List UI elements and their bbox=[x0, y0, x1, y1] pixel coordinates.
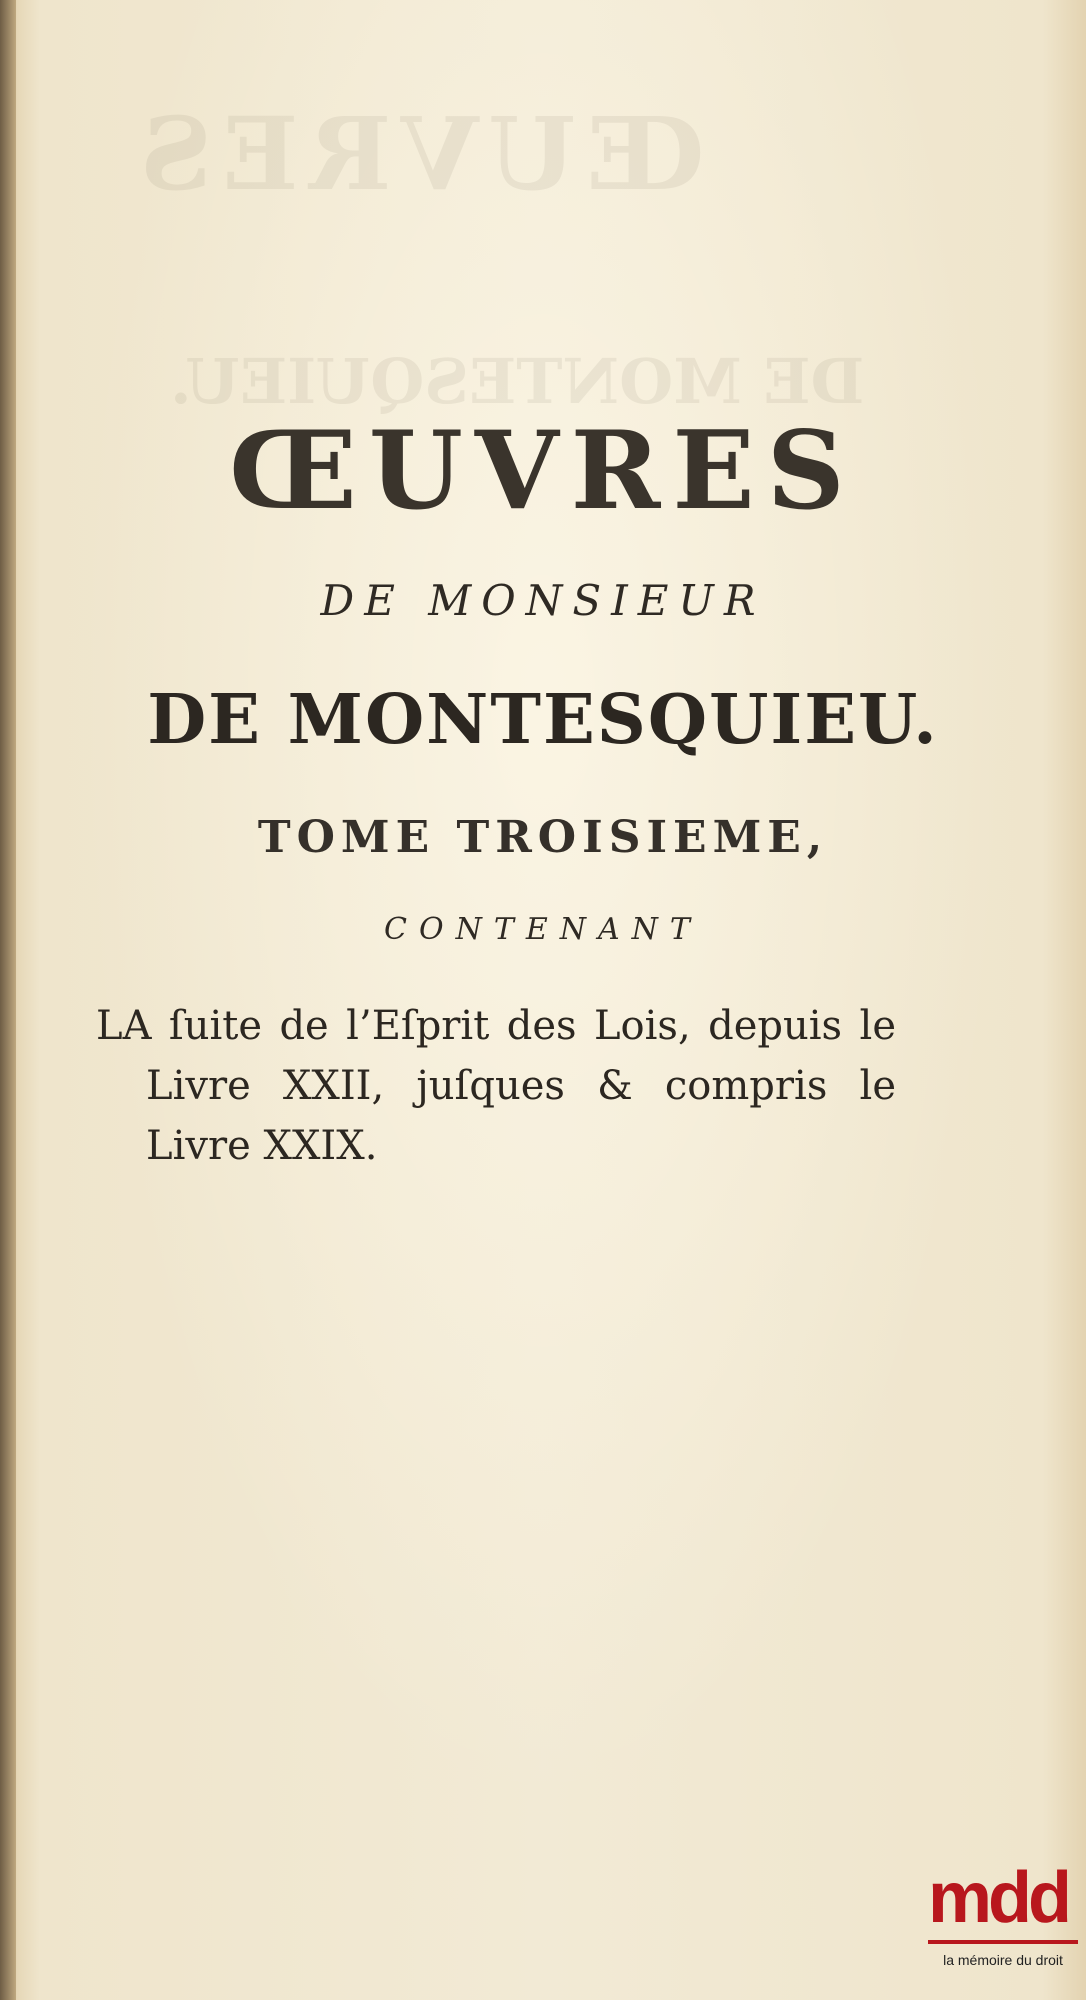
mdd-logo bbox=[928, 1858, 1078, 1992]
description-line-1: LA ſuite de l’Eſprit des Lois, depuis le bbox=[96, 1003, 896, 1049]
contents-label: CONTENANT bbox=[384, 912, 702, 947]
mdd-logo-mark: mdd bbox=[928, 1858, 1068, 1938]
author-name: DE MONTESQUIEU. bbox=[147, 680, 939, 760]
logo-tagline: la mémoire du droit bbox=[943, 1952, 1063, 1968]
show-through-title: ŒUVRES bbox=[130, 95, 705, 213]
binding-gutter bbox=[0, 0, 16, 2000]
description-line-3: Livre XXIX. bbox=[146, 1123, 378, 1169]
description-line-2: Livre XXII, juſques & compris le bbox=[146, 1063, 896, 1109]
description-line-2-wrap bbox=[96, 1056, 896, 1116]
volume-description bbox=[96, 996, 896, 1176]
subtitle: DE MONSIEUR bbox=[320, 576, 766, 625]
show-through-author: DE MONTESQUIEU. bbox=[170, 345, 865, 418]
main-title: ŒUVRES bbox=[229, 408, 857, 534]
logo-rule bbox=[928, 1940, 1078, 1944]
volume-label: TOME TROISIEME, bbox=[257, 812, 829, 863]
